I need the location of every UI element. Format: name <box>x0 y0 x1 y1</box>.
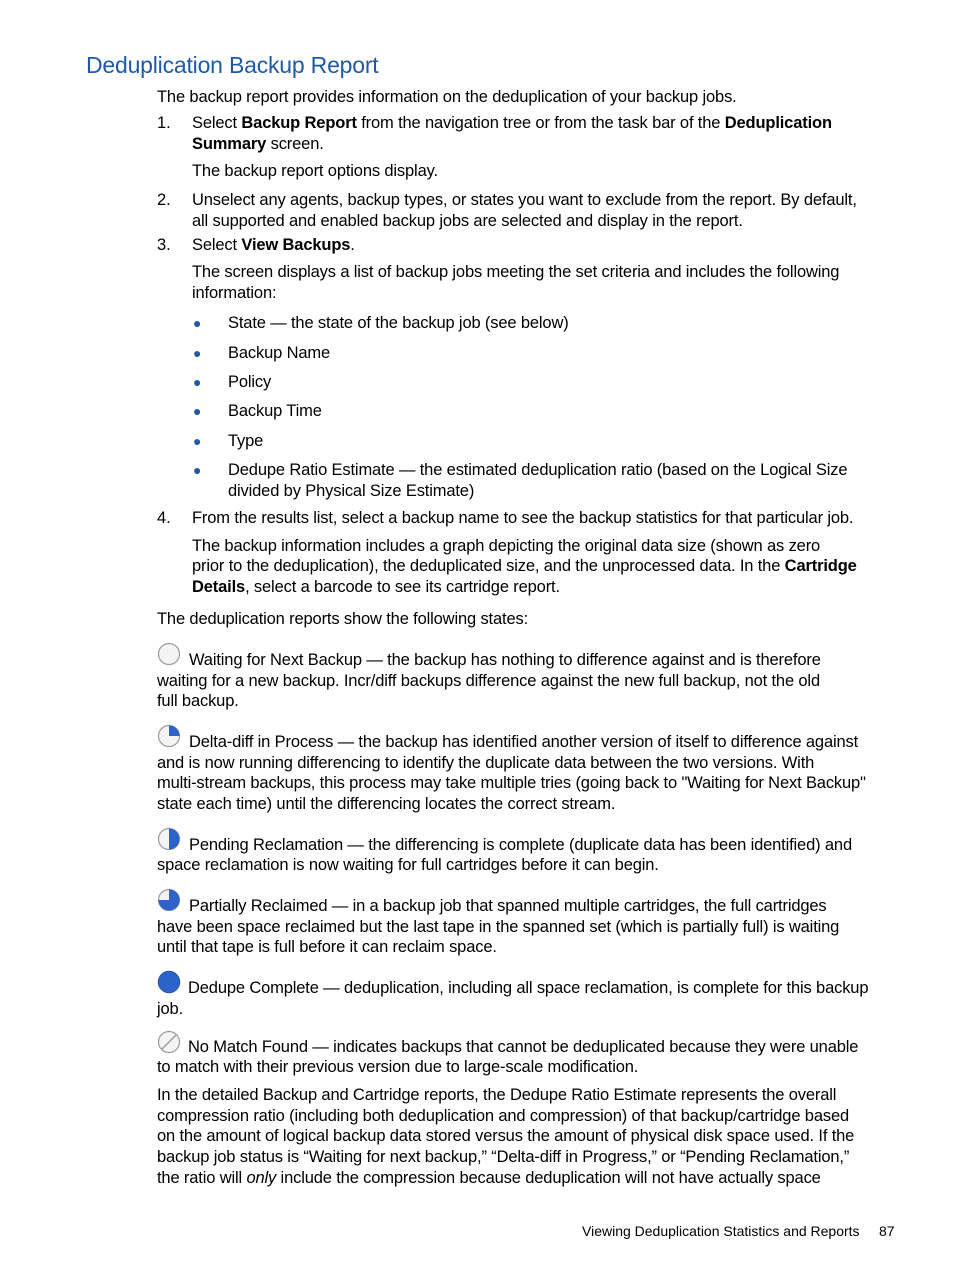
states-intro: The deduplication reports show the following states: <box>157 610 528 628</box>
state-partial-line-3: until that tape is full before it can reclaim space. <box>157 938 497 956</box>
bullet-icon: ● <box>193 403 202 419</box>
bullet-icon: ● <box>193 315 202 331</box>
step-1-note: The backup report options display. <box>192 162 438 180</box>
step-1-line-1: Select Backup Report from the navigation tree or from the task bar of the Deduplication <box>192 114 832 132</box>
bullet-icon: ● <box>193 433 202 449</box>
state-delta-line-4: state each time) until the differencing locates the correct stream. <box>157 795 616 813</box>
empty-circle-icon <box>157 642 181 666</box>
three-quarter-circle-icon <box>157 888 181 912</box>
state-partial-line-2: have been space reclaimed but the last tape in the spanned set (which is partially full) is waiting <box>157 918 840 936</box>
intro-paragraph: The backup report provides information on the deduplication of your backup jobs. <box>157 88 737 106</box>
state-delta-line-3: multi-stream backups, this process may take multiple tries (going back to "Waiting for Next Backup" <box>157 774 866 792</box>
step-1-line-2: Summary screen. <box>192 135 324 153</box>
bullet-icon: ● <box>193 374 202 390</box>
state-delta-line-1: Delta-diff in Process — the backup has identified another version of itself to difference against <box>189 733 859 751</box>
step-number: 1. <box>157 114 171 132</box>
closing-line-1: In the detailed Backup and Cartridge reports, the Dedupe Ratio Estimate represents the overall <box>157 1086 837 1104</box>
state-complete-line-2: job. <box>157 1000 184 1018</box>
step-3-line: Select View Backups. <box>192 236 355 254</box>
closing-line-3: on the amount of logical backup data stored versus the amount of physical disk space used. If the <box>157 1127 855 1145</box>
state-pending-line-2: space reclamation is now waiting for full cartridges before it can begin. <box>157 856 659 874</box>
bullet-item: Backup Time <box>228 402 322 420</box>
state-waiting-line-1: Waiting for Next Backup — the backup has nothing to difference against and is therefore <box>189 651 821 669</box>
step-number: 3. <box>157 236 171 254</box>
closing-line-4: backup job status is “Waiting for next backup,” “Delta-diff in Progress,” or “Pending Reclamation,” <box>157 1148 850 1166</box>
state-nomatch-line-2: to match with their previous version due to large-scale modification. <box>157 1058 639 1076</box>
step-4-note-line-3: Details, select a barcode to see its cartridge report. <box>192 578 560 596</box>
state-waiting-line-2: waiting for a new backup. Incr/diff backups difference against the new full backup, not the old <box>157 672 820 690</box>
bullet-item: Type <box>228 432 264 450</box>
closing-line-5: the ratio will only include the compression because deduplication will not have actually space <box>157 1169 821 1187</box>
full-circle-icon <box>157 970 181 994</box>
bullet-icon: ● <box>193 462 202 478</box>
footer-title: Viewing Deduplication Statistics and Reports <box>582 1223 860 1239</box>
step-3-note-line-2: information: <box>192 284 277 302</box>
bullet-item: State — the state of the backup job (see below) <box>228 314 569 332</box>
half-circle-icon <box>157 827 181 851</box>
state-pending-line-1: Pending Reclamation — the differencing is complete (duplicate data has been identified) and <box>189 836 852 854</box>
bullet-item-continuation: divided by Physical Size Estimate) <box>228 482 475 500</box>
step-2-line-2: all supported and enabled backup jobs are selected and display in the report. <box>192 212 743 230</box>
step-number: 2. <box>157 191 171 209</box>
state-complete-line-1: Dedupe Complete — deduplication, including all space reclamation, is complete for this backup <box>188 979 869 997</box>
no-match-circle-icon <box>157 1030 181 1054</box>
bullet-item: Policy <box>228 373 272 391</box>
bullet-icon: ● <box>193 345 202 361</box>
step-2-line-1: Unselect any agents, backup types, or states you want to exclude from the report. By default, <box>192 191 857 209</box>
bullet-item: Dedupe Ratio Estimate — the estimated deduplication ratio (based on the Logical Size <box>228 461 848 479</box>
step-4-line: From the results list, select a backup name to see the backup statistics for that particular job. <box>192 509 854 527</box>
step-number: 4. <box>157 509 171 527</box>
state-waiting-line-3: full backup. <box>157 692 239 710</box>
step-4-note-line-2: prior to the deduplication), the deduplicated size, and the unprocessed data. In the Cartridge <box>192 557 857 575</box>
state-nomatch-line-1: No Match Found — indicates backups that cannot be deduplicated because they were unable <box>188 1038 859 1056</box>
step-4-note-line-1: The backup information includes a graph depicting the original data size (shown as zero <box>192 537 821 555</box>
step-3-note-line-1: The screen displays a list of backup jobs meeting the set criteria and includes the following <box>192 263 840 281</box>
state-partial-line-1: Partially Reclaimed — in a backup job that spanned multiple cartridges, the full cartridges <box>189 897 827 915</box>
page-number: 87 <box>879 1223 895 1239</box>
closing-line-2: compression ratio (including both deduplication and compression) of that backup/cartridge based <box>157 1107 849 1125</box>
quarter-circle-icon <box>157 724 181 748</box>
bullet-item: Backup Name <box>228 344 330 362</box>
section-title: Deduplication Backup Report <box>86 52 379 78</box>
state-delta-line-2: and is now running differencing to identify the duplicate data between the two versions. With <box>157 754 815 772</box>
